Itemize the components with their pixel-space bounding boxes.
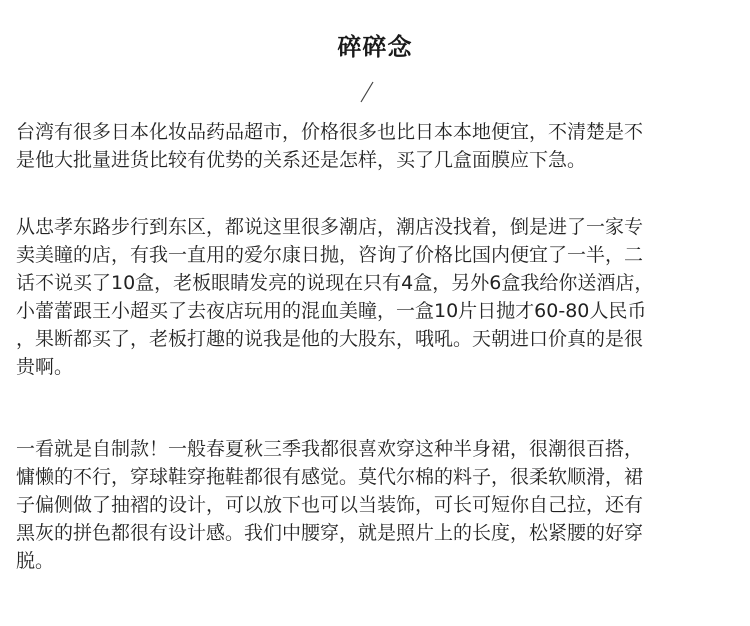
paragraph-line: 卖美瞳的店，有我一直用的爱尔康日抛，咨询了价格比国内便宜了一半，二 <box>16 244 644 266</box>
paragraph-line: 是他大批量进货比较有优势的关系还是怎样，买了几盒面膜应下急。 <box>16 149 587 171</box>
article-title: 碎碎念 <box>337 33 413 61</box>
paragraph-line: 脱。 <box>16 550 55 572</box>
paragraph-line: 黑灰的拼色都很有设计感。我们中腰穿，就是照片上的长度，松紧腰的好穿 <box>16 522 644 544</box>
paragraph-line: 话不说买了10盒，老板眼睛发亮的说现在只有4盒，另外6盒我给你送酒店， <box>16 272 654 294</box>
paragraph-line: 台湾有很多日本化妆品药品超市，价格很多也比日本本地便宜，不清楚是不 <box>16 121 644 143</box>
paragraph-line: 一看就是自制款！一般春夏秋三季我都很喜欢穿这种半身裙，很潮很百搭， <box>16 438 644 460</box>
paragraph-line: 小蕾蕾跟王小超买了去夜店玩用的混血美瞳，一盒10片日抛才60-80人民币 <box>16 300 647 322</box>
paragraph-line: 慵懒的不行，穿球鞋穿拖鞋都很有感觉。莫代尔棉的料子，很柔软顺滑，裙 <box>16 466 644 488</box>
divider-slash-icon <box>359 80 375 104</box>
paragraph-skirt <box>16 435 738 575</box>
paragraph-cosmetics <box>16 118 738 174</box>
paragraph-line: 贵啊。 <box>16 356 74 378</box>
paragraph-line: 子偏侧做了抽褶的设计，可以放下也可以当装饰，可长可短你自己拉，还有 <box>16 494 644 516</box>
paragraph-line: ，果断都买了，老板打趣的说我是他的大股东，哦吼。天朝进口价真的是很 <box>16 328 644 350</box>
paragraph-contact-lenses <box>16 213 738 381</box>
paragraph-line: 从忠孝东路步行到东区，都说这里很多潮店，潮店没找着，倒是进了一家专 <box>16 216 644 238</box>
